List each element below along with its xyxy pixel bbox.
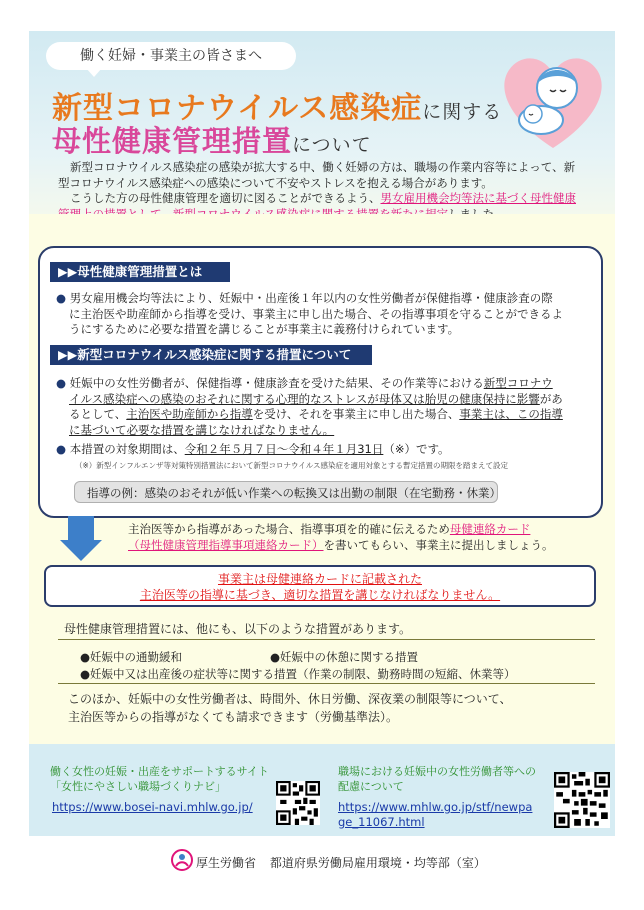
divider-bottom <box>58 683 595 684</box>
section2-b1-line4 <box>56 423 591 439</box>
flow-line2-card: （母性健康管理指導事項連絡カード） <box>128 537 324 552</box>
right-site-link-line2[interactable]: ge_11067.html <box>338 815 425 829</box>
bullet-icon: ● <box>56 291 70 305</box>
divider-top <box>58 639 595 640</box>
obligation-line2: 主治医等の指導に基づき、適切な措置を講じなければなりません。 <box>139 588 501 602</box>
closing-line2: 主治医等からの指導がなくても請求できます（労働基準法）。 <box>68 710 399 724</box>
title-sub-text: 母性健康管理措置 <box>52 124 293 158</box>
period-note: （※）新型インフルエンザ等対策特別措置法において新型コロナウイルス感染症を適用対象とする暫定措置の期限を踏まえて設定 <box>75 461 509 470</box>
other-measures-title: 母性健康管理措置には、他にも、以下のような措置があります。 <box>64 622 412 636</box>
section1-line2: に主治医や助産師から指導を受け、事業主に申し出た場合、その指導事項を守ることができるよ <box>69 306 564 321</box>
section2-b1-line3-underline2: 事業主は、この指導 <box>459 407 563 421</box>
right-site-desc <box>338 764 536 794</box>
title-sub <box>52 119 372 160</box>
section2-b1-line2-text: があ <box>539 391 563 406</box>
flow-line1 <box>128 522 554 538</box>
qr-code-left-icon <box>276 781 320 825</box>
period-dates: 令和２年５月７日〜令和４年１月31日 <box>184 442 384 456</box>
bullet-icon: ● <box>56 442 70 456</box>
closing-line1: このほか、妊娠中の女性労働者は、時間外、休日労働、深夜業の制限等について、 <box>68 692 512 706</box>
period-suffix: （※）です。 <box>383 442 450 456</box>
ministry-name: 厚生労働省 <box>196 856 257 870</box>
flow-line2-text: を書いてもらい、事業主に提出しましょう。 <box>323 537 554 552</box>
footer <box>196 854 486 871</box>
left-site-desc2: 「女性にやさしい職場づくりナビ」 <box>50 780 226 793</box>
intro-line3-text: こうした方の母性健康管理を適切に図ることができるよう、 <box>70 191 381 205</box>
section2-bullet2 <box>56 442 591 458</box>
obligation-line1: 事業主は母健連絡カードに記載された <box>217 572 422 586</box>
flow-text <box>128 522 554 553</box>
section2-b1-line1 <box>56 376 591 392</box>
qr-code-right-icon <box>554 772 610 828</box>
bullet-icon: ● <box>56 376 70 390</box>
section2-b1-line1-text: 妊娠中の女性労働者が、保健指導・健康診査を受けた結果、その作業等における <box>69 376 484 390</box>
section1-line3: うにするために必要な措置を講じることが事業主に義務付けられています。 <box>69 322 460 336</box>
title-sub-suffix: について <box>292 134 372 156</box>
left-site-desc <box>50 764 269 794</box>
left-site-link[interactable]: https://www.bosei-navi.mhlw.go.jp/ <box>52 800 253 814</box>
section1-heading: ▶▶母性健康管理措置とは <box>50 262 230 282</box>
section1-bullet <box>56 291 586 338</box>
section2-b1-line4-underline: に基づいて必要な措置を講じなければなりません。 <box>69 422 335 437</box>
section1-line1-text: 男女雇用機会均等法により、妊娠中・出産後１年以内の女性労働者が保健指導・健康診査の際 <box>69 291 553 305</box>
intro-text <box>58 160 592 222</box>
speech-tail <box>86 68 102 77</box>
section2-bullet1 <box>56 376 591 438</box>
intro-line1: 新型コロナウイルス感染症の感染が拡大する中、働く妊婦の方は、職場の作業内容等によって、新 <box>70 160 576 174</box>
section2-b1-line1-underline: 新型コロナウ <box>483 376 553 390</box>
ministry-logo-icon <box>171 849 193 871</box>
section1-line1 <box>56 291 586 307</box>
flow-line2 <box>128 538 554 554</box>
section2-b1-line3-mid: を受け、それを事業主に申し出た場合、 <box>252 407 460 421</box>
audience-label: 働く妊婦・事業主の皆さまへ <box>46 42 296 70</box>
section2-b1-line3-underline: 主治医や助産師から指導 <box>126 407 253 421</box>
left-site-desc1: 働く女性の妊娠・出産をサポートするサイト <box>50 765 269 778</box>
title-main-text: 新型コロナウイルス感染症 <box>52 91 423 126</box>
right-site-link[interactable] <box>338 800 532 830</box>
section2-b1-line3-pre: るとして、 <box>69 407 127 421</box>
intro-line3-highlight: 男女雇用機会均等法に基づく母性健康 <box>380 191 576 205</box>
right-site-desc2: 配慮について <box>338 780 404 793</box>
arrow-down-head <box>60 540 102 561</box>
period-text: 本措置の対象期間は、 <box>69 442 185 456</box>
closing-text <box>68 690 512 726</box>
intro-line3 <box>58 191 592 207</box>
measure-symptoms: ●妊娠中又は出産後の症状等に関する措置（作業の制限、勤務時間の短縮、休業等） <box>80 667 516 681</box>
title-main-suffix: に関する <box>422 101 503 123</box>
measure-commute: ●妊娠中の通勤緩和 <box>80 650 183 664</box>
department-name: 都道府県労働局雇用環境・均等部（室） <box>269 856 486 870</box>
right-site-link-line1[interactable]: https://www.mhlw.go.jp/stf/newpa <box>338 800 533 814</box>
section2-b1-line3 <box>56 407 591 423</box>
mother-baby-illustration <box>497 48 609 156</box>
measure-rest: ●妊娠中の休憩に関する措置 <box>270 650 419 664</box>
flow-line1-card: 母健連絡カード <box>449 522 531 536</box>
section2-heading: ▶▶新型コロナウイルス感染症に関する措置について <box>50 345 372 365</box>
section2-b1-line2-underline: イルス感染症への感染のおそれに関する心理的なストレスが母体又は胎児の健康保持に影響 <box>69 391 540 406</box>
flow-line1-text: 主治医等から指導があった場合、指導事項を的確に伝えるため <box>128 522 450 536</box>
arrow-down-icon <box>68 516 94 542</box>
right-site-desc1: 職場における妊娠中の女性労働者等への <box>338 765 536 778</box>
section2-b1-line2 <box>56 392 591 408</box>
example-box: 指導の例：感染のおそれが低い作業への転換又は出勤の制限（在宅勤務・休業） <box>74 481 498 503</box>
obligation-box <box>44 565 596 607</box>
intro-line2: 型コロナウイルス感染症への感染について不安やストレスを抱える場合があります。 <box>58 175 493 190</box>
